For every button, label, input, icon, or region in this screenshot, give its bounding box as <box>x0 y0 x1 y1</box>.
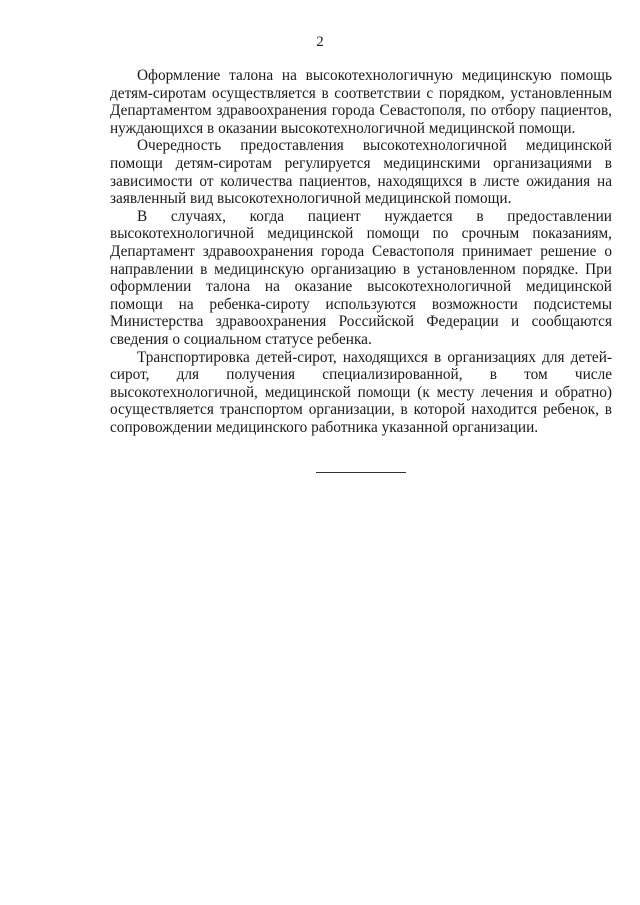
paragraph-transportation: Транспортировка детей-сирот, находящихся в организациях для детей-сирот, для получения специализированной, в том числе высокотехнологичной, медицинской помощи (к месту лечения и обратно) осуществляется транспортом организации, в которой находится ребенок, в сопровождении медицинского работника указанной организации. <box>110 348 612 436</box>
paragraph-queue-order: Очередность предоставления высокотехнологичной медицинской помощи детям-сиротам регулируется медицинскими организациями в зависимости от количества пациентов, находящихся в листе ожидания на заявленный вид высокотехнологичной медицинской помощи. <box>110 137 612 208</box>
end-of-text-rule <box>316 472 406 473</box>
paragraph-urgent-cases: В случаях, когда пациент нуждается в предоставлении высокотехнологичной медицинской помощи по срочным показаниям, Департамент здравоохранения города Севастополя принимает решение о направлении в медицинскую организацию в установленном порядке. При оформлении талона на оказание высокотехнологичной медицинской помощи на ребенка-сироту используются возможности подсистемы Министерства здравоохранения Российской Федерации и сообщаются сведения о социальном статусе ребенка. <box>110 207 612 348</box>
page-number: 2 <box>316 34 324 50</box>
document-body <box>110 67 612 436</box>
paragraph-ticket-registration: Оформление талона на высокотехнологичную медицинскую помощь детям-сиротам осуществляется в соответствии с порядком, установленным Департаментом здравоохранения города Севастополя, по отбору пациентов, нуждающихся в оказании высокотехнологичной медицинской помощи. <box>110 67 612 137</box>
